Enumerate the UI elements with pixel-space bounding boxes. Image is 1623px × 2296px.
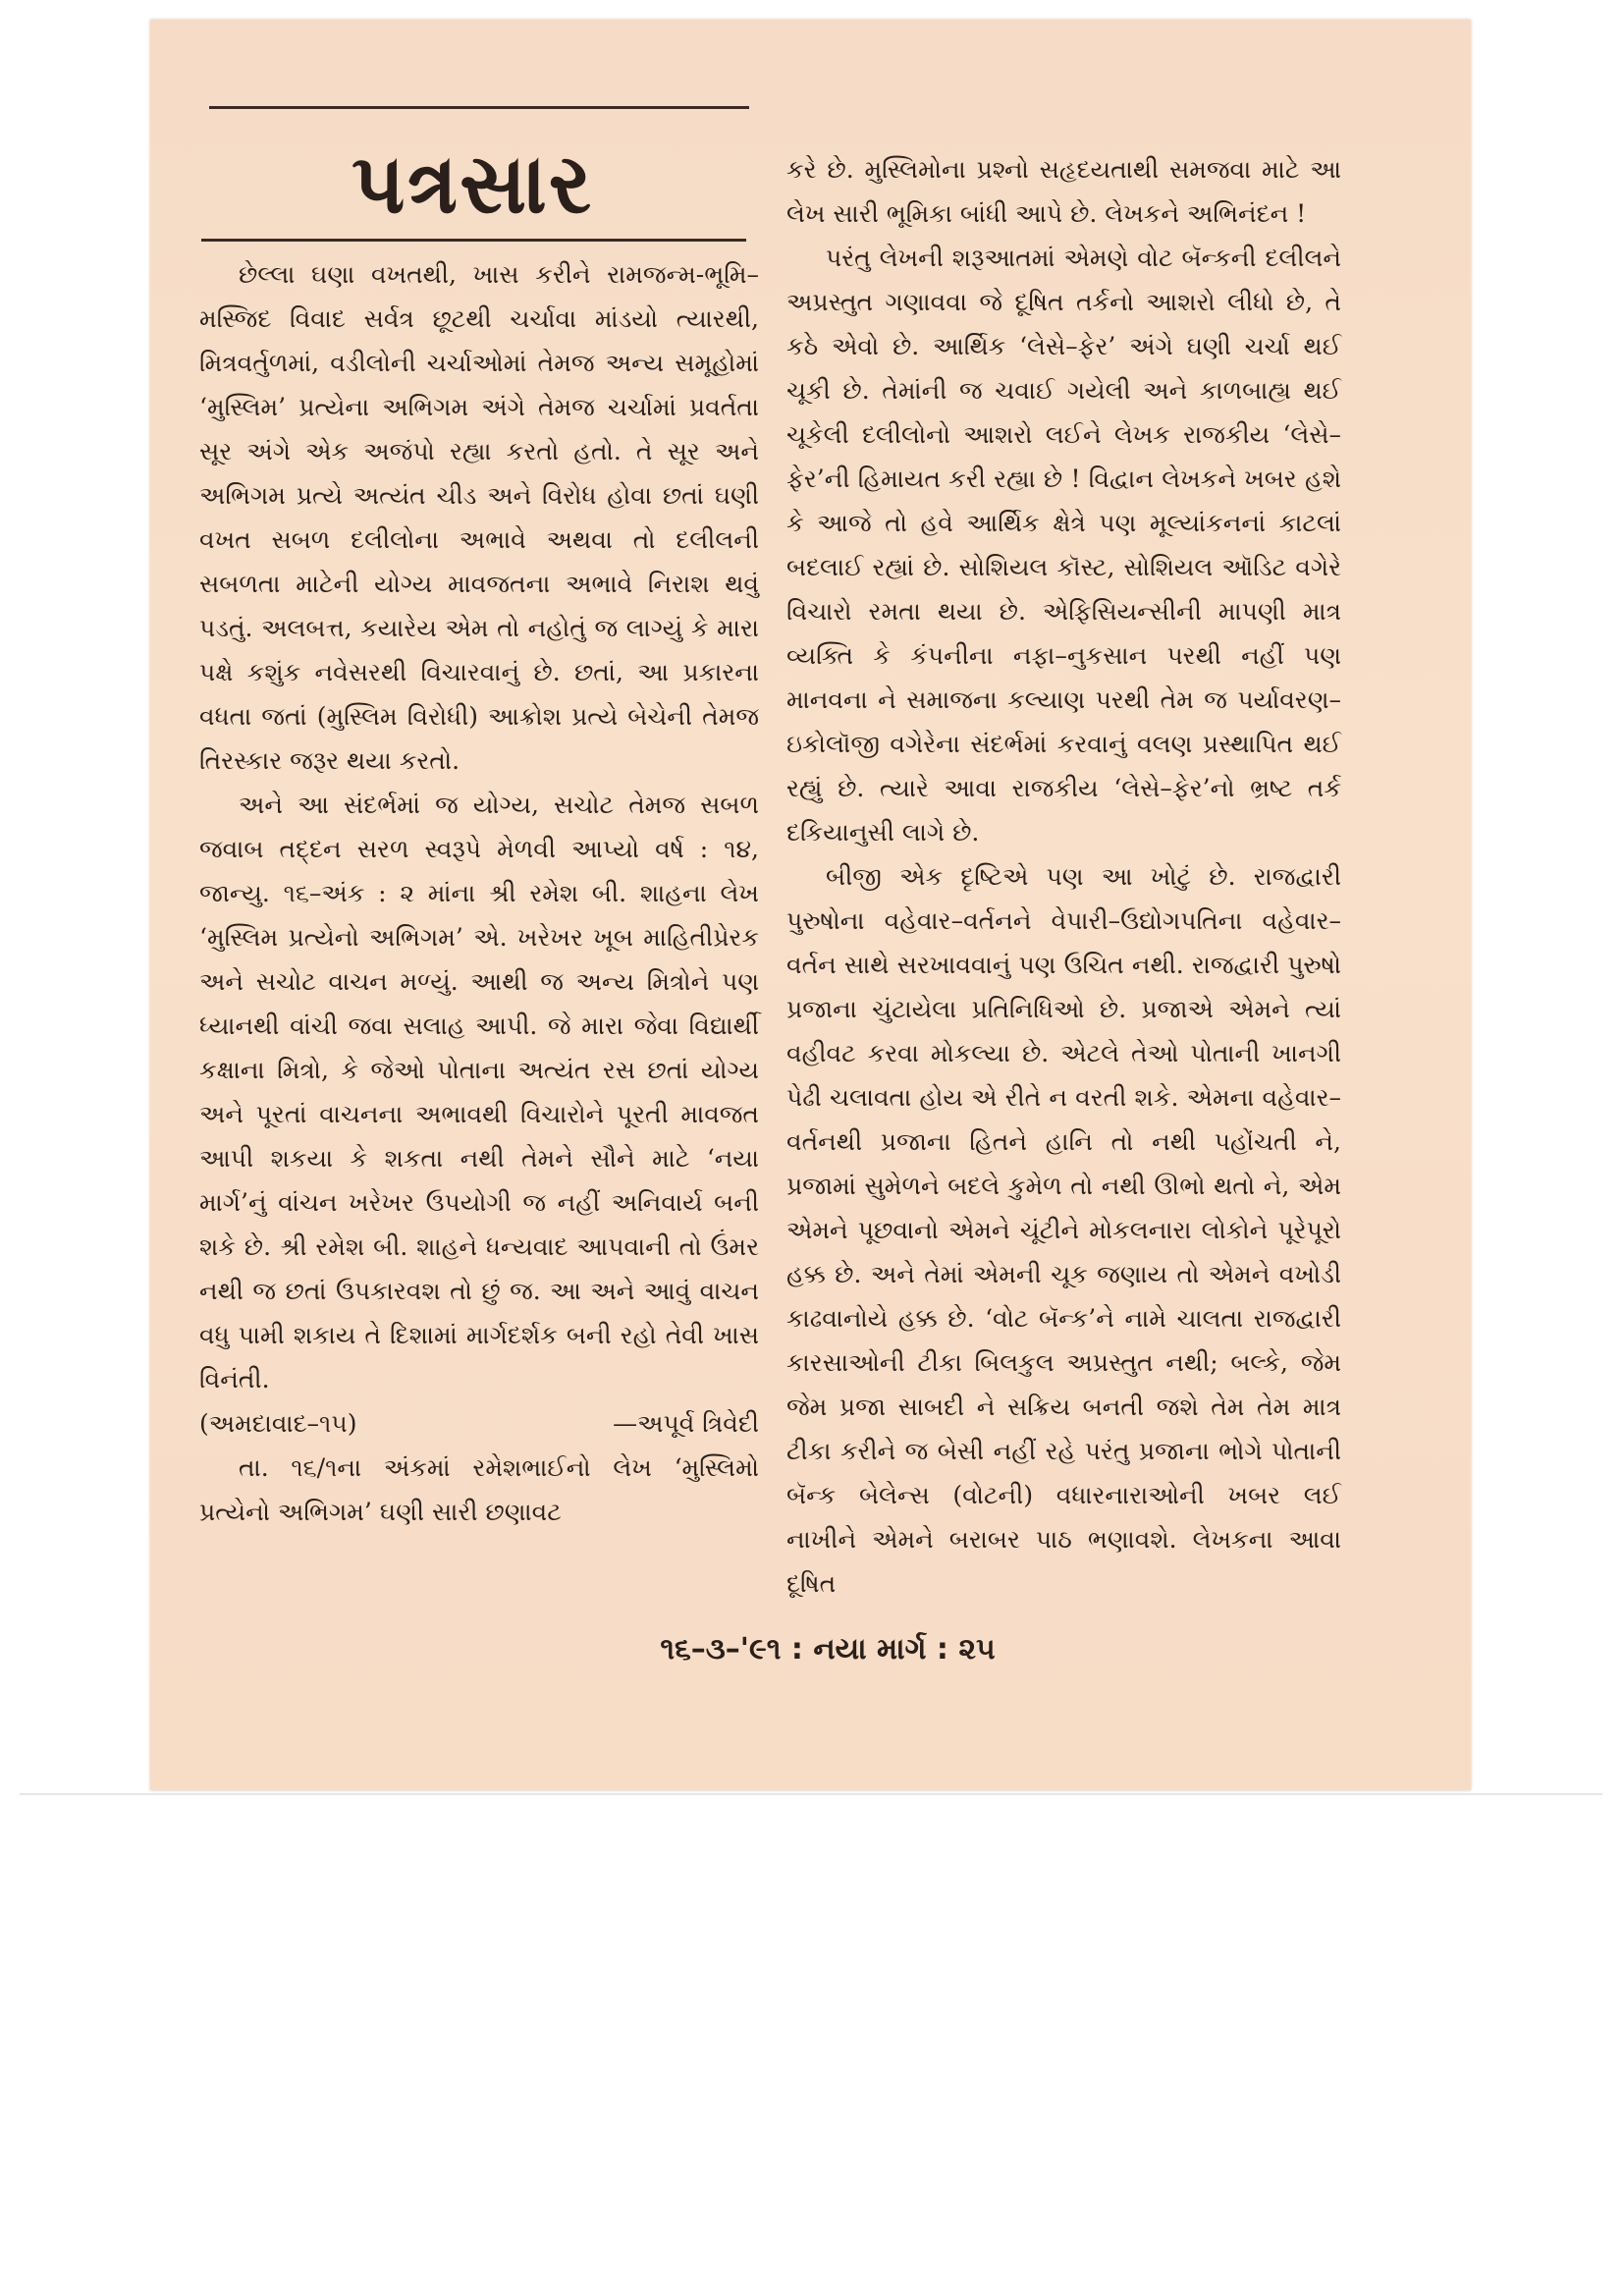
letter2-paragraph-2: પરંતુ લેખની શરૂઆતમાં એમણે વોટ બૅન્કની દલીલને અપ્રસ્તુત ગણાવવા જે દૂષિત તર્કનો આશરો લીધો છે, તે કઠે એવો છે. આર્થિક ‘લેસે–ફેર’ અંગે ઘણી ચર્ચા થઈ ચૂકી છે. તેમાંની જ ચવાઈ ગયેલી અને કાળબાહ્ય થઈ ચૂકેલી દલીલોનો આશરો લઈને લેખક રાજકીય ‘લેસે–ફેર’ની હિમાયત કરી રહ્યા છે ! વિદ્વાન લેખકને ખબર હશે કે આજે તો હવે આર્થિક ક્ષેત્રે પણ મૂલ્યાંકનનાં કાટલાં બદલાઈ રહ્યાં છે. સોશિયલ કૉસ્ટ, સોશિયલ ઑડિટ વગેરે વિચારો રમતા થયા છે. એફિસિયન્સીની માપણી માત્ર વ્યક્તિ કે કંપનીના નફા–નુકસાન પરથી નહીં પણ માનવના ને સમાજના કલ્યાણ પરથી તેમ જ પર્યાવરણ–ઇકોલૉજી વગેરેના સંદર્ભમાં કરવાનું વલણ પ્રસ્થાપિત થઈ રહ્યું છે. ત્યારે આવા રાજકીય ‘લેસે–ફેર’નો ભ્રષ્ટ તર્ક દકિયાનુસી લાગે છે. [786, 244, 1341, 847]
section-title: પત્રસાર [352, 136, 594, 232]
page-footer: ૧૬–૩–'૯૧ : નયા માર્ગ : ૨૫ [660, 1632, 996, 1667]
letter1-paragraph-1: છેલ્લા ઘણા વખતથી, ખાસ કરીને રામજન્મ-ભૂમિ–મસ્જિદ વિવાદ સર્વત્ર છૂટથી ચર્ચાવા માંડયો ત્યારથી, મિત્રવર્તુળમાં, વડીલોની ચર્ચાઓમાં તેમજ અન્ય સમૂહોમાં ‘મુસ્લિમ’ પ્રત્યેના અભિગમ અંગે તેમજ ચર્ચામાં પ્રવર્તતા સૂર અંગે એક અજંપો રહ્યા કરતો હતો. તે સૂર અને અભિગમ પ્રત્યે અત્યંત ચીડ અને વિરોધ હોવા છતાં ઘણી વખત સબળ દલીલોના અભાવે અથવા તો દલીલની સબળતા માટેની યોગ્ય માવજતના અભાવે નિરાશ થવું પડતું. અલબત્ત, કયારેય એમ તો નહોતું જ લાગ્યું કે મારા પક્ષે કશુંક નવેસરથી વિચારવાનું છે. છતાં, આ પ્રકારના વધતા જતાં (મુસ્લિમ વિરોધી) આક્રોશ પ્રત્યે બેચેની તેમજ તિરસ્કાર જરૂર થયા કરતો. [199, 260, 759, 775]
title-top-rule [209, 106, 749, 109]
page-bottom-rule [20, 1793, 1602, 1795]
letter1-paragraph-2: અને આ સંદર્ભમાં જ યોગ્ય, સચોટ તેમજ સબળ જવાબ તદ્દન સરળ સ્વરૂપે મેળવી આપ્યો વર્ષ : ૧૪, જાન્યુ. ૧૬–અંક : ૨ માંના શ્રી રમેશ બી. શાહના લેખ ‘મુસ્લિમ પ્રત્યેનો અભિગમ’ એ. ખરેખર ખૂબ માહિતીપ્રેરક અને સચોટ વાચન મળ્યું. આથી જ અન્ય મિત્રોને પણ ધ્યાનથી વાંચી જવા સલાહ આપી. જે મારા જેવા વિદ્યાર્થી કક્ષાના મિત્રો, કે જેઓ પોતાના અત્યંત રસ છતાં યોગ્ય અને પૂરતાં વાચનના અભાવથી વિચારોને પૂરતી માવજત આપી શકયા કે શકતા નથી તેમને સૌને માટે ‘નયા માર્ગ’નું વાંચન ખરેખર ઉપયોગી જ નહીં અનિવાર્ય બની શકે છે. શ્રી રમેશ બી. શાહને ધન્યવાદ આપવાની તો ઉંમર નથી જ છતાં ઉપકારવશ તો છું જ. આ અને આવું વાચન વધુ પામી શકાય તે દિશામાં માર્ગદર્શક બની રહો તેવી ખાસ વિનંતી. [199, 791, 759, 1394]
right-column [786, 147, 1341, 1606]
letter1-signature-row [199, 1401, 759, 1446]
left-column [199, 252, 759, 1534]
letter1-signature: —અપૂર્વ ત્રિવેદી [613, 1409, 759, 1438]
letter2-intro: તા. ૧૬/૧ના અંકમાં રમેશભાઈનો લેખ ‘મુસ્લિમો પ્રત્યેનો અભિગમ’ ઘણી સારી છણાવટ [199, 1453, 759, 1526]
title-bottom-rule [201, 239, 746, 242]
letter1-place: (અમદાવાદ–૧૫) [199, 1409, 357, 1438]
scanned-page [150, 20, 1471, 1790]
letter2-paragraph-3: બીજી એક દૃષ્ટિએ પણ આ ખોટું છે. રાજદ્વારી પુરુષોના વહેવાર–વર્તનને વેપારી–ઉદ્યોગપતિના વહેવાર–વર્તન સાથે સરખાવવાનું પણ ઉચિત નથી. રાજદ્વારી પુરુષો પ્રજાના ચુંટાયેલા પ્રતિનિધિઓ છે. પ્રજાએ એમને ત્યાં વહીવટ કરવા મોકલ્યા છે. એટલે તેઓ પોતાની ખાનગી પેઢી ચલાવતા હોય એ રીતે ન વરતી શકે. એમના વહેવાર–વર્તનથી પ્રજાના હિતને હાનિ તો નથી પહોંચતી ને, પ્રજામાં સુમેળને બદલે કુમેળ તો નથી ઊભો થતો ને, એમ એમને પૂછવાનો એમને ચૂંટીને મોકલનારા લોકોને પૂરેપૂરો હક્ક છે. અને તેમાં એમની ચૂક જણાય તો એમને વખોડી કાઢવાનોયે હક્ક છે. ‘વોટ બૅન્ક’ને નામે ચાલતા રાજદ્વારી કારસાઓની ટીકા બિલકુલ અપ્રસ્તુત નથી; બલ્કે, જેમ જેમ પ્રજા સાબદી ને સક્રિય બનતી જશે તેમ તેમ માત્ર ટીકા કરીને જ બેસી નહીં રહે પરંતુ પ્રજાના ભોગે પોતાની બૅન્ક બેલેન્સ (વોટની) વધારનારાઓની ખબર લઈ નાખીને એમને બરાબર પાઠ ભણાવશે. લેખકના આવા દૂષિત [786, 862, 1341, 1598]
letter2-continuation: કરે છે. મુસ્લિમોના પ્રશ્નો સહૃદયતાથી સમજવા માટે આ લેખ સારી ભૂમિકા બાંધી આપે છે. લેખકને અભિનંદન ! [786, 155, 1341, 228]
